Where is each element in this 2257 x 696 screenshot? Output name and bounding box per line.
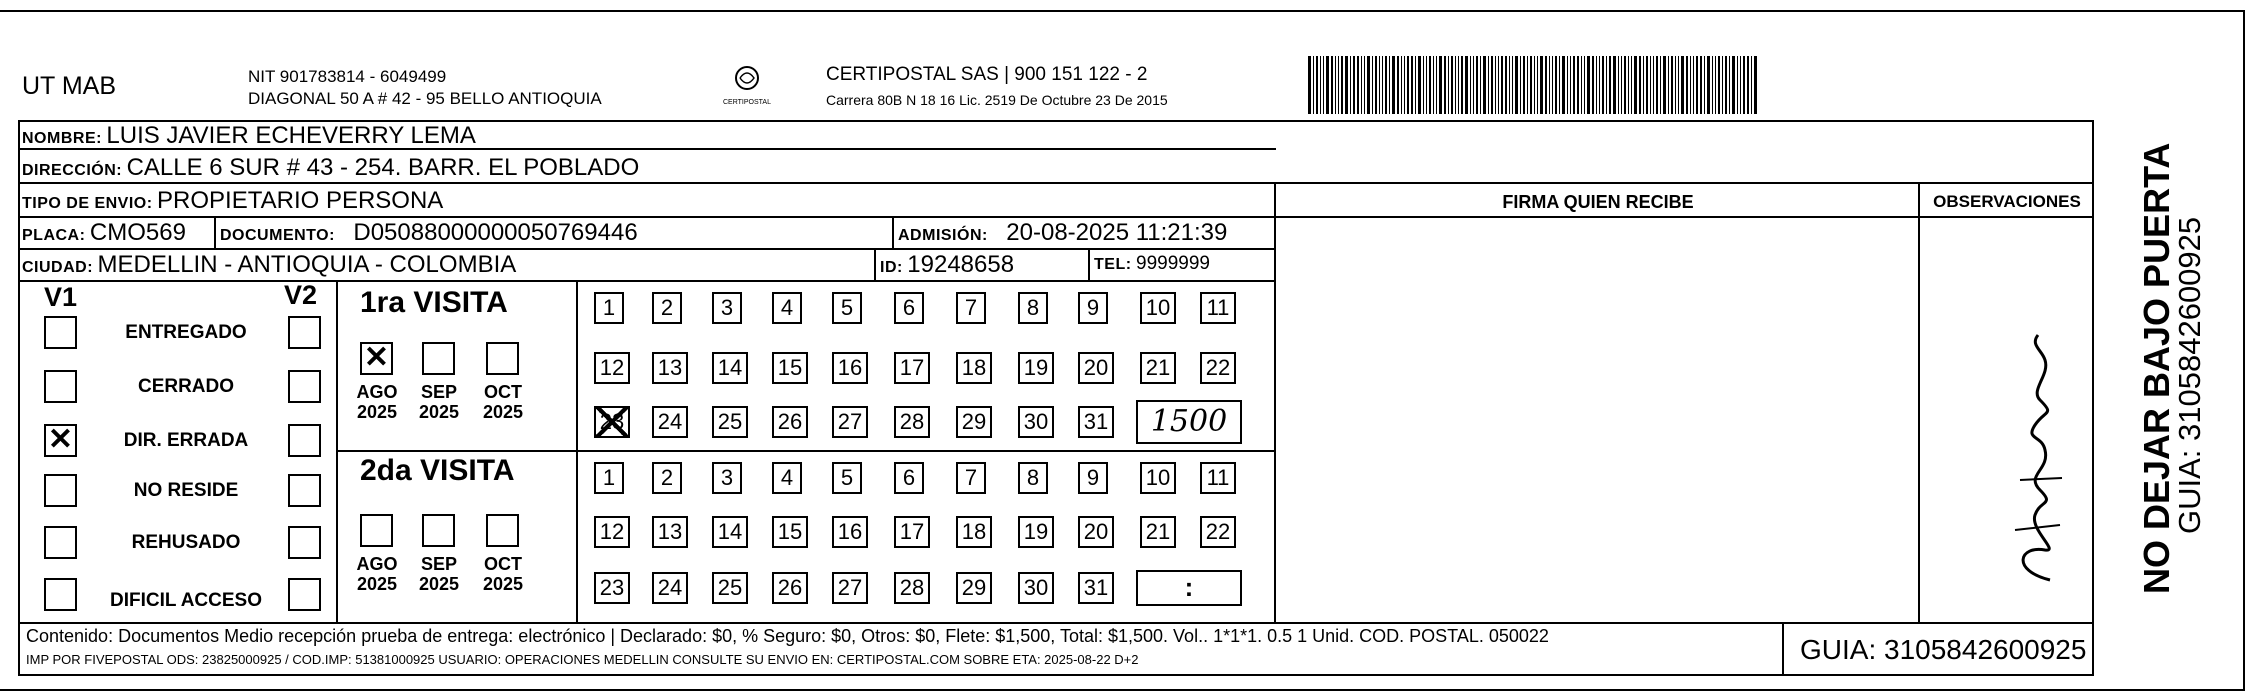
day-box[interactable]: 7 bbox=[956, 292, 986, 324]
first-visit-time-box[interactable] bbox=[1136, 400, 1242, 444]
barcode-bar bbox=[1407, 56, 1409, 114]
status-label: DIFICIL ACCESO bbox=[109, 590, 262, 611]
barcode-bar bbox=[1480, 56, 1481, 114]
barcode-bar bbox=[1361, 56, 1362, 114]
v2-checkbox[interactable] bbox=[288, 578, 321, 611]
document-row bbox=[220, 219, 638, 247]
barcode-bar bbox=[1660, 56, 1661, 114]
barcode-bar bbox=[1392, 56, 1395, 114]
signature-header: FIRMA QUIEN RECIBE bbox=[1502, 192, 1694, 212]
status-label: DIR. ERRADA bbox=[123, 430, 249, 451]
barcode-bar bbox=[1729, 56, 1730, 114]
year-label: 2025 bbox=[418, 574, 460, 594]
day-box[interactable]: 1 bbox=[594, 462, 624, 494]
barcode-bar bbox=[1678, 56, 1679, 114]
barcode-bar bbox=[1473, 56, 1474, 114]
month-caption bbox=[409, 382, 469, 422]
barcode-bar bbox=[1397, 56, 1399, 114]
day-box[interactable]: 8 bbox=[1018, 462, 1048, 494]
barcode-bar bbox=[1418, 56, 1421, 114]
barcode-bar bbox=[1534, 56, 1535, 114]
plate-divider bbox=[214, 216, 216, 248]
id-value: 19248658 bbox=[907, 251, 1015, 278]
year-label: 2025 bbox=[356, 402, 398, 422]
day-box[interactable]: 6 bbox=[894, 462, 924, 494]
city-row bbox=[22, 251, 516, 279]
day-box[interactable]: 13 bbox=[652, 352, 688, 384]
barcode-bar bbox=[1382, 56, 1383, 114]
barcode-bar bbox=[1656, 56, 1658, 114]
signature-column-right bbox=[1918, 182, 1920, 622]
admission-divider bbox=[892, 216, 894, 248]
barcode-bar bbox=[1631, 56, 1632, 114]
row-divider bbox=[18, 216, 2094, 218]
admission-value: 20-08-2025 11:21:39 bbox=[1006, 219, 1228, 246]
barcode-bar bbox=[1523, 56, 1525, 114]
barcode-bar bbox=[1429, 56, 1431, 114]
day-box[interactable]: 16 bbox=[832, 516, 868, 548]
barcode-bar bbox=[1549, 56, 1550, 114]
signature-column-left bbox=[1274, 182, 1276, 622]
month-label: SEP bbox=[420, 382, 458, 402]
barcode-bar bbox=[1436, 56, 1437, 114]
v2-checkbox[interactable] bbox=[288, 370, 321, 403]
day-box[interactable]: 4 bbox=[772, 292, 802, 324]
day-box[interactable]: 20 bbox=[1078, 352, 1114, 384]
issuer-address: DIAGONAL 50 A # 42 - 95 BELLO ANTIOQUIA bbox=[248, 89, 602, 108]
day-box[interactable]: 11 bbox=[1200, 292, 1236, 324]
barcode-bar bbox=[1401, 56, 1402, 114]
barcode-bar bbox=[1313, 56, 1314, 114]
day-box[interactable]: 2 bbox=[652, 292, 682, 324]
day-box[interactable]: 5 bbox=[832, 292, 862, 324]
month-checkbox[interactable] bbox=[360, 514, 393, 547]
second-visit-time-box[interactable] bbox=[1136, 570, 1242, 606]
barcode-bar bbox=[1634, 56, 1637, 114]
barcode-bar bbox=[1308, 56, 1311, 114]
barcode-bar bbox=[1341, 56, 1343, 114]
barcode-bar bbox=[1515, 56, 1518, 114]
barcode-bar bbox=[1520, 56, 1521, 114]
barcode-bar bbox=[1646, 56, 1648, 114]
tel-label: TEL: bbox=[1094, 256, 1132, 273]
day-box[interactable]: 31 bbox=[1078, 406, 1114, 438]
day-box[interactable]: 8 bbox=[1018, 292, 1048, 324]
license-line: Carrera 80B N 18 16 Lic. 2519 De Octubre 23 De 2015 bbox=[826, 92, 1168, 108]
barcode-bar bbox=[1527, 56, 1528, 114]
day-box[interactable]: 12 bbox=[594, 516, 630, 548]
tel-row bbox=[1094, 253, 1210, 275]
barcode-bar bbox=[1555, 56, 1557, 114]
barcode-bar bbox=[1491, 56, 1493, 114]
barcode-bar bbox=[1628, 56, 1629, 114]
day-box[interactable]: 31 bbox=[1078, 572, 1114, 604]
barcode-bar bbox=[1747, 56, 1749, 114]
id-row bbox=[880, 251, 1014, 279]
barcode-bar bbox=[1505, 56, 1507, 114]
barcode-bar bbox=[1540, 56, 1543, 114]
barcode-bar bbox=[1415, 56, 1416, 114]
barcode-bar bbox=[1488, 56, 1489, 114]
footer-guia: GUIA: 3105842600925 bbox=[1800, 634, 2087, 665]
day-box[interactable]: 5 bbox=[832, 462, 862, 494]
v1-checkbox[interactable] bbox=[44, 370, 77, 403]
admission-label: ADMISIÓN: bbox=[898, 227, 988, 244]
day-box[interactable]: 27 bbox=[832, 572, 868, 604]
month-checkbox[interactable]: ✕ bbox=[360, 342, 393, 375]
barcode-bar bbox=[1643, 56, 1644, 114]
v1-header: V1 bbox=[44, 282, 78, 312]
barcode-bar bbox=[1465, 56, 1468, 114]
barcode-bar bbox=[1609, 56, 1611, 114]
barcode-bar bbox=[1335, 56, 1336, 114]
day-box[interactable]: 17 bbox=[894, 516, 930, 548]
day-box[interactable]: 15 bbox=[772, 352, 808, 384]
logo-emblem-icon bbox=[727, 64, 767, 94]
barcode-bar bbox=[1338, 56, 1339, 114]
day-box[interactable]: 25 bbox=[712, 572, 748, 604]
v2-checkbox[interactable] bbox=[288, 474, 321, 507]
status-label: NO RESIDE bbox=[133, 480, 239, 501]
barcode-bar bbox=[1385, 56, 1387, 114]
v1-checkbox[interactable] bbox=[44, 526, 77, 559]
barcode-bar bbox=[1411, 56, 1413, 114]
day-box[interactable]: 14 bbox=[712, 352, 748, 384]
barcode-bar bbox=[1451, 56, 1453, 114]
barcode-bar bbox=[1439, 56, 1442, 114]
tel-value: 9999999 bbox=[1136, 253, 1210, 274]
day-box[interactable]: 12 bbox=[594, 352, 630, 384]
month-checkbox[interactable] bbox=[486, 514, 519, 547]
day-box[interactable]: 30 bbox=[1018, 572, 1054, 604]
city-value: MEDELLIN - ANTIOQUIA - COLOMBIA bbox=[97, 251, 517, 278]
barcode-bar bbox=[1718, 56, 1720, 114]
barcode-bar bbox=[1350, 56, 1351, 114]
barcode-bar bbox=[1693, 56, 1694, 114]
day-box[interactable]: 11 bbox=[1200, 462, 1236, 494]
name-row bbox=[22, 122, 476, 150]
barcode-bar bbox=[1725, 56, 1727, 114]
barcode-bar bbox=[1552, 56, 1553, 114]
tel-divider bbox=[1088, 248, 1090, 280]
day-box[interactable]: 19 bbox=[1018, 352, 1054, 384]
barcode-bar bbox=[1737, 56, 1738, 114]
day-box[interactable]: 26 bbox=[772, 572, 808, 604]
nit-line: NIT 901783814 - 6049499 bbox=[248, 67, 447, 86]
day-box[interactable]: 29 bbox=[956, 572, 992, 604]
row-divider bbox=[18, 182, 2094, 184]
month-label: AGO bbox=[356, 554, 398, 574]
barcode-bar bbox=[1587, 56, 1590, 114]
barcode-bar bbox=[1570, 56, 1571, 114]
barcode-bar bbox=[1668, 56, 1669, 114]
day-box[interactable]: 28 bbox=[894, 572, 930, 604]
barcode-bar bbox=[1722, 56, 1723, 114]
day-box[interactable]: 6 bbox=[894, 292, 924, 324]
barcode-bar bbox=[1562, 56, 1565, 114]
month-checkbox[interactable] bbox=[422, 342, 455, 375]
day-box[interactable]: 19 bbox=[1018, 516, 1054, 548]
barcode-bar bbox=[1712, 56, 1713, 114]
address-row bbox=[22, 154, 639, 182]
barcode-bar bbox=[1512, 56, 1513, 114]
day-box[interactable]: 16 bbox=[832, 352, 868, 384]
day-box[interactable]: 28 bbox=[894, 406, 930, 438]
barcode-bar bbox=[1320, 56, 1321, 114]
barcode-bar bbox=[1498, 56, 1499, 114]
first-visit-title: 1ra VISITA bbox=[360, 286, 508, 319]
barcode-bar bbox=[1495, 56, 1496, 114]
barcode-bar bbox=[1700, 56, 1702, 114]
day-box[interactable]: 10 bbox=[1140, 462, 1176, 494]
month-checkbox[interactable] bbox=[422, 514, 455, 547]
day-box[interactable]: 18 bbox=[956, 352, 992, 384]
year-label: 2025 bbox=[482, 402, 524, 422]
barcode-bar bbox=[1444, 56, 1446, 114]
barcode-bar bbox=[1470, 56, 1471, 114]
barcode-bar bbox=[1613, 56, 1616, 114]
plate-value: CMO569 bbox=[89, 219, 186, 246]
month-caption bbox=[473, 382, 533, 422]
barcode-bar bbox=[1559, 56, 1560, 114]
barcode-bar bbox=[1618, 56, 1619, 114]
barcode-bar bbox=[1663, 56, 1666, 114]
carrier-line: CERTIPOSTAL SAS | 900 151 122 - 2 bbox=[826, 64, 1148, 85]
day-box[interactable]: 7 bbox=[956, 462, 986, 494]
barcode-bar bbox=[1458, 56, 1459, 114]
barcode-bar bbox=[1345, 56, 1348, 114]
barcode-bar bbox=[1621, 56, 1622, 114]
barcode-bar bbox=[1567, 56, 1568, 114]
barcode-bar bbox=[1704, 56, 1705, 114]
barcode-bar bbox=[1599, 56, 1600, 114]
day-box[interactable]: 22 bbox=[1200, 352, 1236, 384]
barcode-bar bbox=[1389, 56, 1390, 114]
day-box[interactable]: 15 bbox=[772, 516, 808, 548]
barcode-bar bbox=[1650, 56, 1651, 114]
barcode-bar bbox=[1696, 56, 1698, 114]
barcode-bar bbox=[1602, 56, 1604, 114]
v2-header: V2 bbox=[284, 280, 318, 310]
barcode-bar bbox=[1433, 56, 1434, 114]
barcode-bar bbox=[1461, 56, 1463, 114]
month-caption bbox=[347, 554, 407, 594]
barcode-bar bbox=[1353, 56, 1355, 114]
barcode-bar bbox=[1707, 56, 1710, 114]
barcode-bar bbox=[1675, 56, 1676, 114]
barcode-bar bbox=[1671, 56, 1673, 114]
barcode-bar bbox=[1367, 56, 1370, 114]
visit-divider bbox=[336, 450, 1276, 452]
admission-row bbox=[898, 219, 1227, 247]
type-row bbox=[22, 187, 443, 215]
month-caption bbox=[473, 554, 533, 594]
day-box[interactable]: 9 bbox=[1078, 462, 1108, 494]
barcode-bar bbox=[1537, 56, 1538, 114]
barcode-bar bbox=[1501, 56, 1503, 114]
day-box[interactable]: 23 bbox=[594, 572, 630, 604]
barcode-bar bbox=[1455, 56, 1456, 114]
recipient-name: LUIS JAVIER ECHEVERRY LEMA bbox=[106, 122, 476, 149]
barcode-bar bbox=[1404, 56, 1405, 114]
year-label: 2025 bbox=[482, 574, 524, 594]
v1-checkbox[interactable]: ✕ bbox=[44, 424, 77, 457]
day-box[interactable]: 26 bbox=[772, 406, 808, 438]
year-label: 2025 bbox=[418, 402, 460, 422]
address-label: DIRECCIÓN: bbox=[22, 162, 123, 179]
barcode-bar bbox=[1606, 56, 1607, 114]
id-divider bbox=[874, 248, 876, 280]
name-label: NOMBRE: bbox=[22, 130, 102, 147]
right-border bbox=[2243, 10, 2245, 690]
day-box[interactable]: 24 bbox=[652, 406, 688, 438]
barcode-bar bbox=[1426, 56, 1427, 114]
recipient-address: CALLE 6 SUR # 43 - 254. BARR. EL POBLADO bbox=[126, 154, 640, 181]
no-dejar-notice: NO DEJAR BAJO PUERTA bbox=[2136, 142, 2177, 594]
observations-header: OBSERVACIONES bbox=[1933, 192, 2081, 211]
barcode-bar bbox=[1357, 56, 1359, 114]
barcode-bar bbox=[1423, 56, 1424, 114]
year-label: 2025 bbox=[356, 574, 398, 594]
certipostal-logo bbox=[712, 64, 782, 108]
day-box[interactable]: 2 bbox=[652, 462, 682, 494]
second-visit-title: 2da VISITA bbox=[360, 454, 515, 487]
barcode-bar bbox=[1743, 56, 1745, 114]
day-box[interactable]: 29 bbox=[956, 406, 992, 438]
day-box[interactable]: 22 bbox=[1200, 516, 1236, 548]
day-box[interactable]: 17 bbox=[894, 352, 930, 384]
company-name: UT MAB bbox=[22, 72, 116, 100]
barcode-bar bbox=[1326, 56, 1329, 114]
id-label: ID: bbox=[880, 259, 903, 276]
barcode-bar bbox=[1331, 56, 1333, 114]
barcode-bar bbox=[1577, 56, 1579, 114]
vertical-guia: GUIA: 3105842600925 bbox=[2172, 216, 2207, 534]
barcode-bar bbox=[1732, 56, 1735, 114]
barcode-bar bbox=[1715, 56, 1716, 114]
barcode-bar bbox=[1323, 56, 1324, 114]
month-caption bbox=[347, 382, 407, 422]
month-caption bbox=[409, 554, 469, 594]
top-border bbox=[0, 10, 2244, 12]
barcode-bar bbox=[1375, 56, 1377, 114]
month-checkbox[interactable] bbox=[486, 342, 519, 375]
day-box[interactable]: 24 bbox=[652, 572, 688, 604]
day-box[interactable]: 3 bbox=[712, 462, 742, 494]
v2-checkbox[interactable] bbox=[288, 526, 321, 559]
month-label: OCT bbox=[484, 382, 522, 402]
barcode-icon bbox=[1308, 56, 1943, 114]
plate-label: PLACA: bbox=[22, 227, 86, 244]
day-box[interactable]: 27 bbox=[832, 406, 868, 438]
v2-checkbox[interactable] bbox=[288, 316, 321, 349]
barcode-bar bbox=[1754, 56, 1757, 114]
handwritten-signature bbox=[1990, 330, 2070, 590]
barcode-bar bbox=[1509, 56, 1510, 114]
bottom-border bbox=[0, 689, 2245, 691]
day-box[interactable]: 23 bbox=[594, 406, 630, 438]
plate-row bbox=[22, 219, 186, 247]
day-box[interactable]: 21 bbox=[1140, 352, 1176, 384]
document-label: DOCUMENTO: bbox=[220, 227, 335, 244]
barcode-bar bbox=[1379, 56, 1380, 114]
logo-text: CERTIPOSTAL bbox=[723, 99, 771, 106]
status-label: REHUSADO bbox=[131, 532, 241, 553]
barcode-bar bbox=[1681, 56, 1684, 114]
day-box[interactable]: 30 bbox=[1018, 406, 1054, 438]
day-box[interactable]: 14 bbox=[712, 516, 748, 548]
type-label: TIPO DE ENVIO: bbox=[22, 195, 153, 212]
day-box[interactable]: 18 bbox=[956, 516, 992, 548]
barcode-bar bbox=[1592, 56, 1594, 114]
day-box[interactable]: 3 bbox=[712, 292, 742, 324]
status-label: ENTREGADO bbox=[125, 322, 247, 343]
barcode-bar bbox=[1448, 56, 1449, 114]
month-label: AGO bbox=[356, 382, 398, 402]
barcode-bar bbox=[1584, 56, 1585, 114]
status-label: CERRADO bbox=[137, 376, 235, 397]
barcode-bar bbox=[1573, 56, 1575, 114]
barcode-bar bbox=[1596, 56, 1597, 114]
barcode-bar bbox=[1483, 56, 1486, 114]
barcode-bar bbox=[1639, 56, 1641, 114]
barcode-bar bbox=[1686, 56, 1688, 114]
day-box[interactable]: 4 bbox=[772, 462, 802, 494]
signature-icon bbox=[1990, 330, 2070, 590]
city-label: CIUDAD: bbox=[22, 259, 94, 276]
day-box[interactable]: 10 bbox=[1140, 292, 1176, 324]
day-box[interactable]: 13 bbox=[652, 516, 688, 548]
v1-checkbox[interactable] bbox=[44, 578, 77, 611]
barcode-bar bbox=[1372, 56, 1373, 114]
second-visit-time: : bbox=[1184, 572, 1194, 602]
first-visit-time: 1500 bbox=[1150, 404, 1228, 439]
barcode-bar bbox=[1624, 56, 1626, 114]
day-box[interactable]: 21 bbox=[1140, 516, 1176, 548]
barcode-bar bbox=[1316, 56, 1318, 114]
barcode-bar bbox=[1740, 56, 1741, 114]
document-value: D05088000000050769446 bbox=[353, 219, 638, 246]
barcode-bar bbox=[1751, 56, 1752, 114]
barcode-bar bbox=[1476, 56, 1478, 114]
day-box[interactable]: 25 bbox=[712, 406, 748, 438]
v1-checkbox[interactable] bbox=[44, 316, 77, 349]
v2-checkbox[interactable] bbox=[288, 424, 321, 457]
barcode-bar bbox=[1653, 56, 1654, 114]
barcode-bar bbox=[1690, 56, 1691, 114]
month-label: SEP bbox=[420, 554, 458, 574]
day-box[interactable]: 1 bbox=[594, 292, 624, 324]
v1-checkbox[interactable] bbox=[44, 474, 77, 507]
shipment-type: PROPIETARIO PERSONA bbox=[157, 187, 444, 214]
barcode-bar bbox=[1581, 56, 1582, 114]
row-divider bbox=[18, 280, 1276, 282]
footer-guia-divider bbox=[1782, 622, 1784, 676]
imp-line: IMP POR FIVEPOSTAL ODS: 23825000925 / COD.IMP: 51381000925 USUARIO: OPERACIONES MEDELLIN CONSULTE SU ENVIO EN: CERTIPOSTAL.COM SOBRE ETA: 2025-08-22 D+2 bbox=[26, 652, 1139, 667]
barcode-bar bbox=[1530, 56, 1532, 114]
day-box[interactable]: 9 bbox=[1078, 292, 1108, 324]
day-box[interactable]: 20 bbox=[1078, 516, 1114, 548]
content-line: Contenido: Documentos Medio recepción prueba de entrega: electrónico | Declarado: $0, % Seguro: $0, Otros: $0, Flete: $1,500, Total: $1,500. Vol.. 1*1*1. 0.5 1 Unid. COD. POSTAL. 050022 bbox=[26, 626, 1549, 646]
barcode-bar bbox=[1364, 56, 1365, 114]
barcode-bar bbox=[1545, 56, 1547, 114]
month-label: OCT bbox=[484, 554, 522, 574]
